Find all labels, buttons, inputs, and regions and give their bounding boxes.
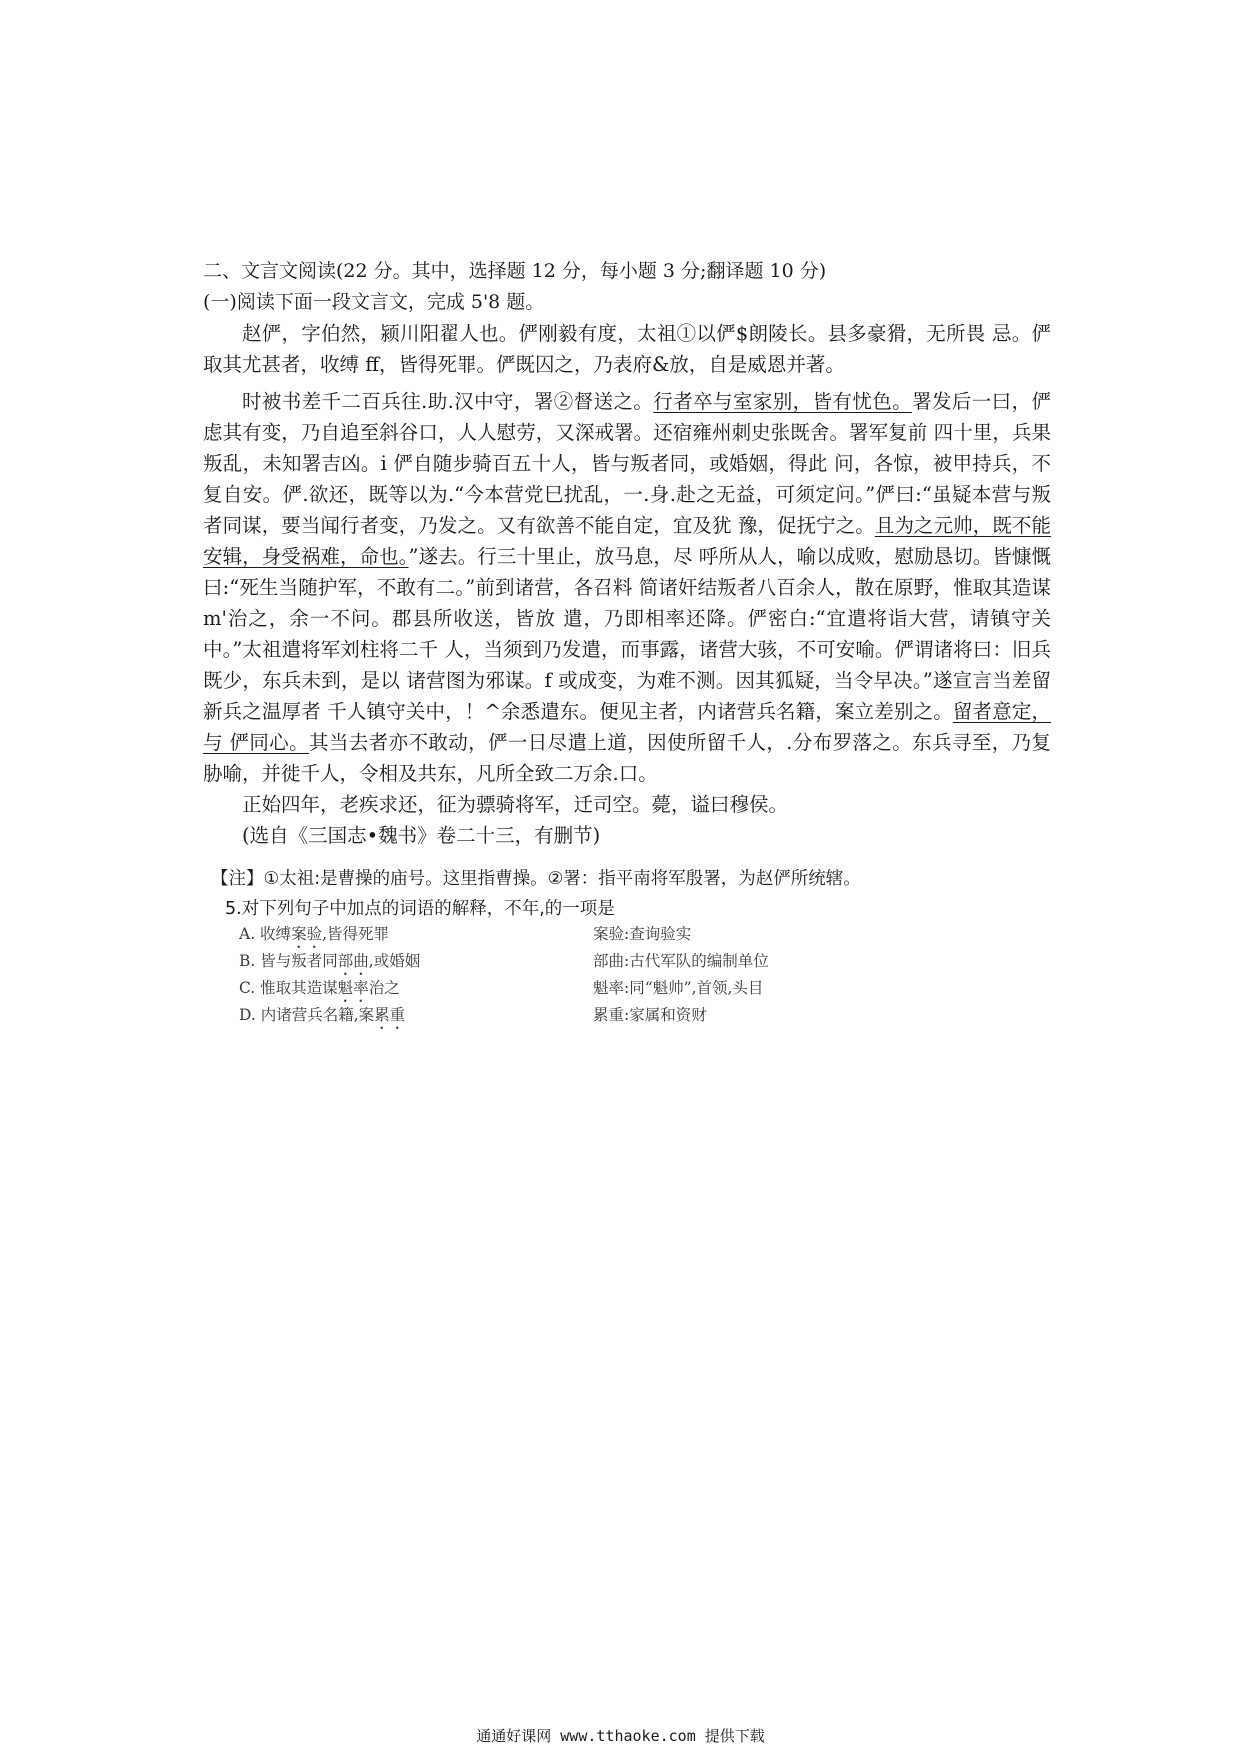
option-text: ,皆得死罪 xyxy=(322,925,390,943)
option-c xyxy=(239,975,839,1002)
underlined-sentence-1: 行者卒与室家别，皆有忧色。 xyxy=(653,390,913,413)
annotation-note: 【注】①太祖:是曹操的庙号。这里指曹操。②署：指平南将军殷署，为赵俨所统辖。 xyxy=(211,869,861,889)
exam-content xyxy=(203,256,1051,1029)
option-sentence xyxy=(239,948,593,975)
underlined-sentence-3: 留者意定，与 俨同心。 xyxy=(203,700,1051,754)
dotted-word: 魁率 xyxy=(337,979,369,997)
passage-paragraph-1: 赵俨，字伯然，颍川阳翟人也。俨刚毅有度，太祖①以俨$朗陵长。县多豪猾，无所畏 忌。俨取其尤甚者，收缚 ff，皆得死罪。俨既囚之，乃表府&放，自是威恩并著。 xyxy=(203,322,1051,376)
passage-source: (选自《三国志•魏书》卷二十三，有删节) xyxy=(242,824,601,847)
passage-paragraph-3: 正始四年，老疾求还，征为骠骑将军，迁司空。薨，谥曰穆侯。 xyxy=(242,793,789,816)
option-gloss: 部曲:古代军队的编制单位 xyxy=(593,952,769,970)
passage-text: 时被书差千二百兵往.助.汉中守，署②督送之。 xyxy=(242,390,654,413)
option-d xyxy=(239,1002,839,1029)
option-sentence xyxy=(239,975,593,1002)
underlined-sentence-2: 且为之元帅，既不能安辑，身受祸难，命也。 xyxy=(203,514,1051,568)
option-text: C. 惟取其造谋 xyxy=(239,979,338,997)
passage-text: ”遂去。行三十里止，放马息，尽 呼所从人，喻以成败，慰励恳切。皆慷慨曰:“死生当随护军，不敢有二。”前到诸营，各召料 简诸奸结叛者八百余人，散在原野，惟取其造谋 m'治之，余一不问。郡县所收送，皆放 遣，乃即相率还降。俨密白:“宜遣将诣大营，请镇守关中。”太祖遣将军刘柱将二千 人，当须到乃发遣，而事露，诸营大骇，不可安喻。俨谓诸将曰：旧兵既少，东兵未到，是以 诸营图为邪谋。f 或成变，为难不测。因其狐疑，当令早决。”遂宣言当差留新兵之温厚者 千人镇守关中，！^余悉遣东。便见主者，内诸营兵名籍，案立差别之。 xyxy=(203,545,1051,723)
dotted-word: 部曲 xyxy=(337,952,369,970)
sub-title: (一)阅读下面一段文言文，完成 5'8 题。 xyxy=(203,291,545,313)
classical-passage xyxy=(203,318,1051,851)
dotted-word: 案验 xyxy=(291,925,323,943)
question-options xyxy=(239,921,839,1029)
passage-text: 署发后一曰，俨虑其有变，乃自追至斜谷口，人人慰劳，又深戒署。还宿雍州刺史张既舍。署军复前 四十里，兵果叛乱，未知署吉凶。i 俨自随步骑百五十人，皆与叛者同，或婚姻，得此 问，各惊，被甲持兵，不复自安。俨.欲还，既等以为.“今本营党巳扰乱，一.身.赴之无益，可须定问。”俨曰:“虽疑本营与叛者同谋，要当闻行者变，乃发之。又有欲善不能自定，宜及犹 豫，促抚宁之。 xyxy=(203,390,1051,537)
passage-text: 其当去者亦不敢动，俨一日尽遣上道，因使所留千人，.分布罗落之。东兵寻至，乃复胁喻，并徙千人，令相及共东，凡所全致二万余.口。 xyxy=(203,731,1051,785)
option-text: A. 收缚 xyxy=(239,925,292,943)
option-gloss: 魁率:同“魁帅”,首领,头目 xyxy=(593,979,764,997)
dotted-word: 累重 xyxy=(374,1006,406,1024)
option-b xyxy=(239,948,839,975)
option-text: D. 内诸营兵名籍,案 xyxy=(239,1006,375,1024)
question-stem: 5.对下列句子中加点的词语的解释，不年,的一项是 xyxy=(225,899,615,919)
option-text: ,或婚姻 xyxy=(368,952,421,970)
option-gloss: 累重:家属和资财 xyxy=(593,1006,707,1024)
option-gloss: 案验:查询验实 xyxy=(593,925,692,943)
option-text: 治之 xyxy=(368,979,400,997)
footer-watermark: 通通好课网 www.tthaoke.com 提供下载 xyxy=(476,1727,765,1745)
section-title: 二、文言文阅读(22 分。其中，选择题 12 分，每小题 3 分;翻译题 10 分) xyxy=(203,260,827,282)
option-sentence xyxy=(239,1002,593,1029)
passage-paragraph-2 xyxy=(203,386,1051,789)
option-text: B. 皆与叛者同 xyxy=(239,952,338,970)
option-a xyxy=(239,921,839,948)
option-sentence xyxy=(239,921,593,948)
